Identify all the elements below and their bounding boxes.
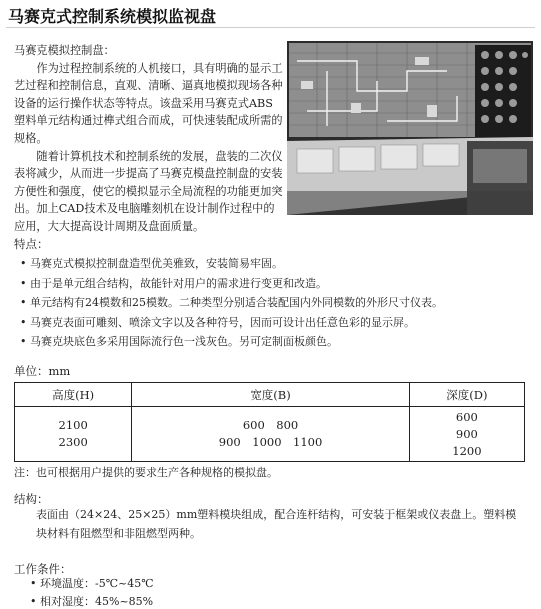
height-cell <box>15 407 132 462</box>
page-title: 马赛克式控制系统模拟监视盘 <box>8 7 217 26</box>
intro-heading: 马赛克模拟控制盘： <box>14 44 115 57</box>
header-height: 高度(H) <box>15 383 132 407</box>
intro-paragraph-1: 作为过程控制系统的人机接口，具有明确的显示工艺过程和控制信息，直观、清晰、逼真地模拟现场各种设备的运行操作状态等特点。该盘采用马赛克式ABS塑料单元结构通过榫式组合而成，可快速装配成所需的规格。 <box>14 61 283 145</box>
condition-item: • 环境温度：-5℃~45℃ <box>30 577 154 590</box>
depth-value: 600 <box>455 409 478 424</box>
depth-cell <box>409 407 524 462</box>
height-value: 2100 <box>58 418 88 432</box>
condition-item: • 相对湿度：45%~85% <box>30 595 154 608</box>
width-cell <box>132 407 409 462</box>
conditions-heading: 工作条件： <box>14 562 72 576</box>
height-value: 2300 <box>58 435 88 449</box>
feature-item: • 由于是单元组合结构，故能针对用户的需求进行变更和改造。 <box>30 274 443 294</box>
depth-value: 1200 <box>452 443 482 458</box>
features-heading: 特点： <box>14 237 49 251</box>
spec-table <box>14 382 525 462</box>
condition-humidity: 相对湿度：45%~85% <box>40 595 154 608</box>
depth-value: 900 <box>455 426 478 441</box>
width-value: 600 800 <box>242 418 299 432</box>
feature-item: • 单元结构有24模数和25模数。二种类型分别适合装配国内外同模数的外形尺寸仪表。 <box>30 293 443 313</box>
title-divider <box>6 27 535 28</box>
structure-text: 表面由（24×24、25×25）mm塑料模块组成，配合连杆结构，可安装于框架或仪表盘上。塑料模块材料有阻燃型和非阻燃型两种。 <box>36 508 517 540</box>
structure-heading: 结构： <box>14 492 49 506</box>
header-depth: 深度(D) <box>409 383 524 407</box>
header-width: 宽度(B) <box>132 383 409 407</box>
width-value: 900 1000 1100 <box>218 435 323 449</box>
intro-paragraph-2: 随着计算机技术和控制系统的发展，盘装的二次仪表将减少，从而进一步提高了马赛克模盘控制盘的安装方便性和强度，使它的模拟显示全局流程的功能更加突出。加上CAD技术及电脑雕刻机在设计制作过程中的应用，大大提高设计周期及盘面质量。 <box>14 149 283 233</box>
feature-item: • 马赛克块底色多采用国际流行色一浅灰色。另可定制面板颜色。 <box>30 332 443 352</box>
control-panel-photo <box>287 41 533 215</box>
intro-section <box>14 42 284 236</box>
feature-item: • 马赛克表面可雕刻、喷涂文字以及各种符号，因而可设计出任意色彩的显示屏。 <box>30 313 443 333</box>
table-header-row <box>15 383 525 407</box>
table-note: 注：也可根据用户提供的要求生产各种规格的模拟盘。 <box>14 466 278 479</box>
feature-item: • 马赛克式模拟控制盘造型优美雅致，安装简易牢固。 <box>30 254 443 274</box>
units-label: 单位：mm <box>14 364 71 378</box>
table-row <box>15 407 525 462</box>
condition-temperature: 环境温度：-5℃~45℃ <box>40 577 154 590</box>
features-list <box>30 254 443 352</box>
